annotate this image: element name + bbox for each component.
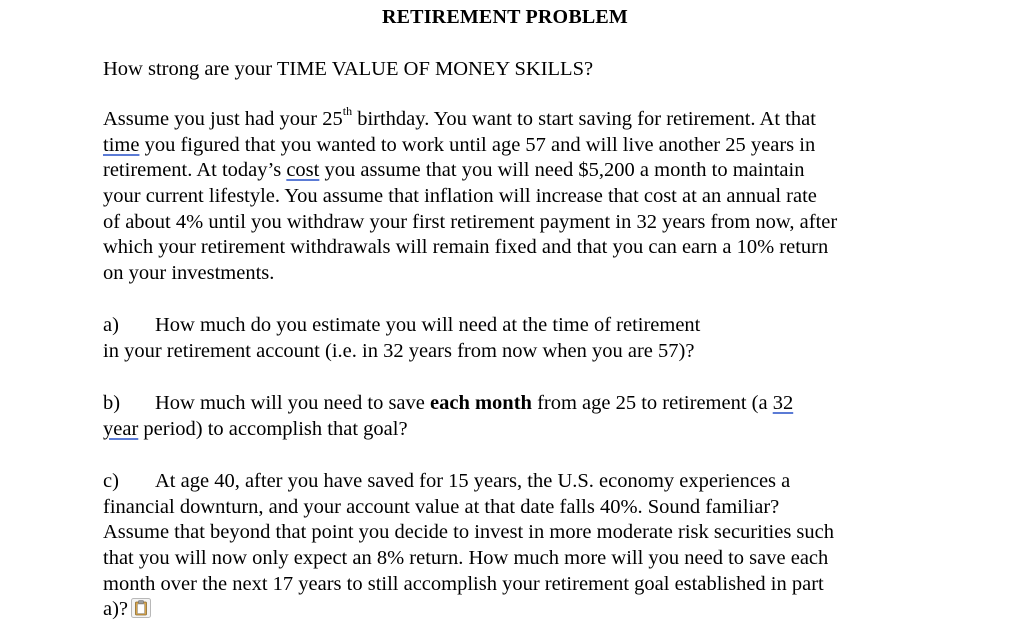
part-b-text: How much will you need to save [155,392,430,414]
part-b-line-1 [103,391,793,416]
part-a-line-1 [103,313,700,338]
spellcheck-underlined-word: 32 [772,392,794,414]
paragraph-line-5: of about 4% until you withdraw your first retirement payment in 32 years from now, after [103,211,838,233]
part-c-text: a)? [103,598,129,620]
paragraph-text: retirement. At today’s [103,159,287,181]
part-a-text: How much do you estimate you will need at the time of retirement [155,314,701,336]
part-c-line-5: month over the next 17 years to still accomplish your retirement goal established in part [103,573,824,595]
part-c-line-2: financial downturn, and your account value at that date falls 40%. Sound familiar? [103,496,780,518]
paragraph-text: you assume that you will need $5,200 a month to maintain [319,159,805,181]
clipboard-icon[interactable] [131,598,151,618]
part-b-text: period) to accomplish that goal? [138,418,408,440]
part-c-line-1 [103,469,790,494]
part-a-marker: a) [103,314,119,336]
intro-question: How strong are your TIME VALUE OF MONEY SKILLS? [103,58,594,80]
part-b-text: from age 25 to retirement (a [531,392,773,414]
paragraph-line-2 [103,133,815,158]
spellcheck-underlined-word: cost [286,159,320,181]
part-c-line-4: that you will now only expect an 8% return. How much more will you need to save each [103,547,829,569]
part-c-line-3: Assume that beyond that point you decide to invest in more moderate risk securities such [103,521,835,543]
part-b-line-2 [103,417,408,442]
paragraph-line-7: on your investments. [103,262,275,284]
paragraph-text: Assume you just had your 25 [103,108,343,130]
document-title: RETIREMENT PROBLEM [381,6,629,28]
paragraph-line-1 [103,104,816,132]
part-c-text: At age 40, after you have saved for 15 years, the U.S. economy experiences a [155,470,791,492]
part-b-marker: b) [103,392,121,414]
spellcheck-underlined-word: time [103,134,140,156]
part-a-line-2: in your retirement account (i.e. in 32 years from now when you are 57)? [103,340,695,362]
part-c-line-6 [103,597,151,622]
part-c-marker: c) [103,470,119,492]
paragraph-line-6: which your retirement withdrawals will remain fixed and that you can earn a 10% return [103,236,829,258]
ordinal-superscript: th [342,104,353,119]
paragraph-text: you figured that you wanted to work until age 57 and will live another 25 years in [139,134,816,156]
part-b-emphasis: each month [430,392,532,414]
spellcheck-underlined-word: year [103,418,139,440]
paragraph-text: birthday. You want to start saving for retirement. At that [352,108,816,130]
paragraph-line-4: your current lifestyle. You assume that inflation will increase that cost at an annual rate [103,185,817,207]
paragraph-line-3 [103,158,804,183]
